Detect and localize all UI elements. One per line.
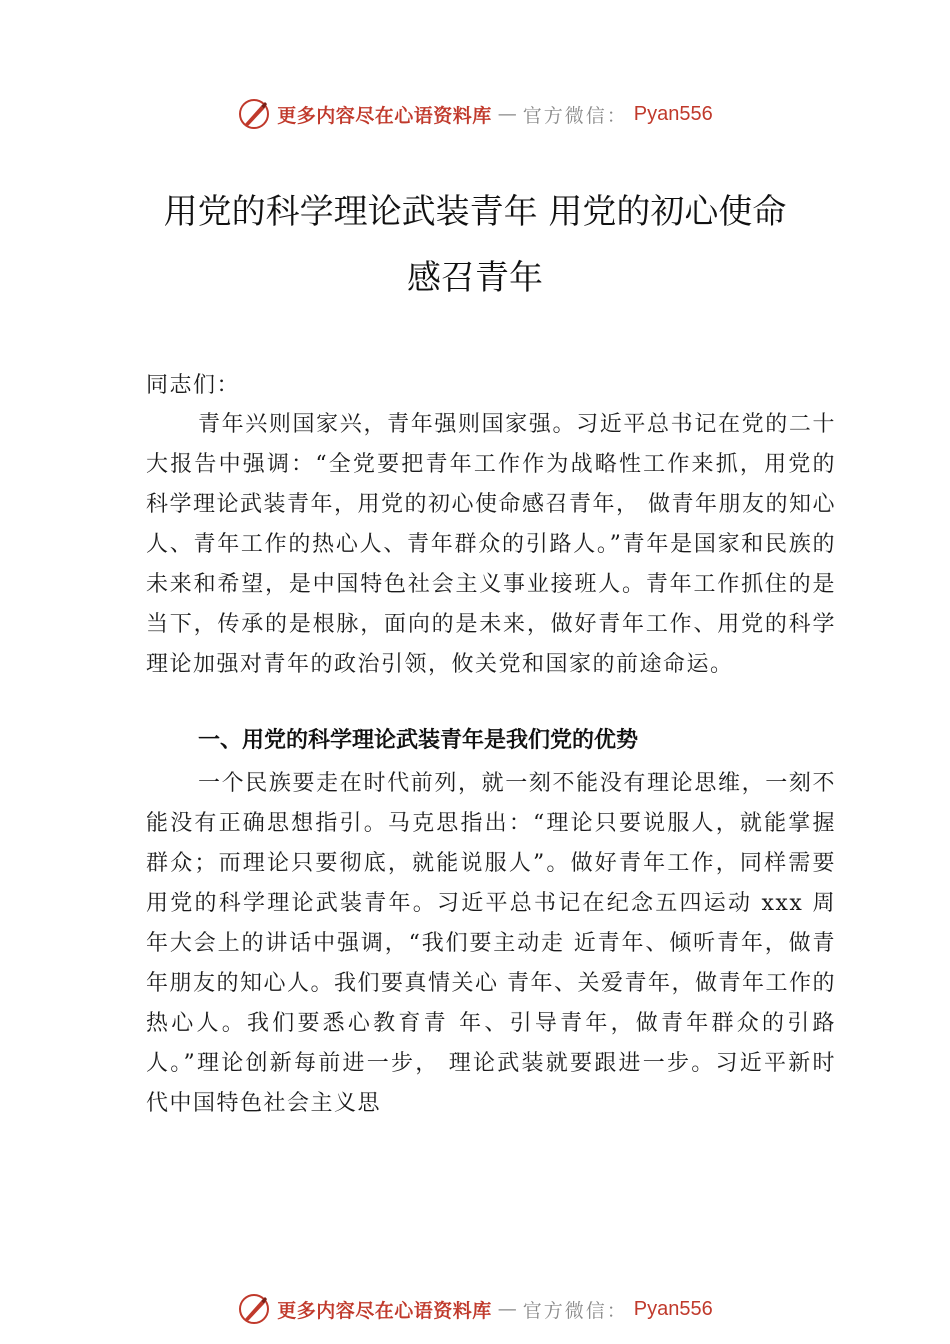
- banner-wechat-id: Pyan556: [633, 1297, 713, 1320]
- banner-wechat-id: Pyan556: [633, 102, 713, 125]
- document-title-line2: 感召青年: [407, 258, 543, 298]
- document-title-line1: 用党的科学理论武装青年 用党的初心使命: [163, 192, 787, 232]
- banner-wechat-label: 官方微信：: [522, 1299, 628, 1322]
- banner-brand-text: 更多内容尽在心语资料库: [277, 104, 492, 127]
- quill-pen-icon: [237, 97, 271, 131]
- greeting: 同志们：: [146, 373, 241, 398]
- paragraph-intro: 青年兴则国家兴，青年强则国家强。习近平总书记在党的二十大报告中强调：“全党要把青年工作作为战略性工作来抓，用党的科学理论武装青年，用党的初心使命感召青年， 做青年朋友的知心人、青年工作的热心人、青年群众的引路人。”青年是国家和民族的未来和希望，是中国特色社会主义事业接班人。青年工作抓住的是当下，传承的是根脉，面向的是未来，做好青年工作、用党的科学理论加强对青年的政治引领，攸关党和国家的前途命运。: [146, 412, 836, 677]
- footer-watermark-banner: [0, 1289, 950, 1329]
- section-heading-1: 一、用党的科学理论武装青年是我们党的优势: [198, 728, 639, 753]
- banner-dash: —: [497, 103, 517, 125]
- banner-dash: —: [497, 1298, 517, 1320]
- quill-pen-icon: [237, 1292, 271, 1326]
- header-watermark-banner: [0, 94, 950, 134]
- paragraph-section-1: 一个民族要走在时代前列，就一刻不能没有理论思维，一刻不能没有正确思想指引。马克思指出：“理论只要说服人，就能掌握群众；而理论只要彻底，就能说服人”。做好青年工作，同样需要用党的科学理论武装青年。习近平总书记在纪念五四运动 xxx 周年大会上的讲话中强调，“我们要主动走 近青年、倾听青年，做青年朋友的知心人。我们要真情关心 青年、关爱青年，做青年工作的热心人。我们要悉心教育青 年、引导青年，做青年群众的引路人。”理论创新每前进一步， 理论武装就要跟进一步。习近平新时代中国特色社会主义思: [146, 771, 836, 1116]
- banner-wechat-label: 官方微信：: [522, 104, 628, 127]
- banner-brand-text: 更多内容尽在心语资料库: [277, 1299, 492, 1322]
